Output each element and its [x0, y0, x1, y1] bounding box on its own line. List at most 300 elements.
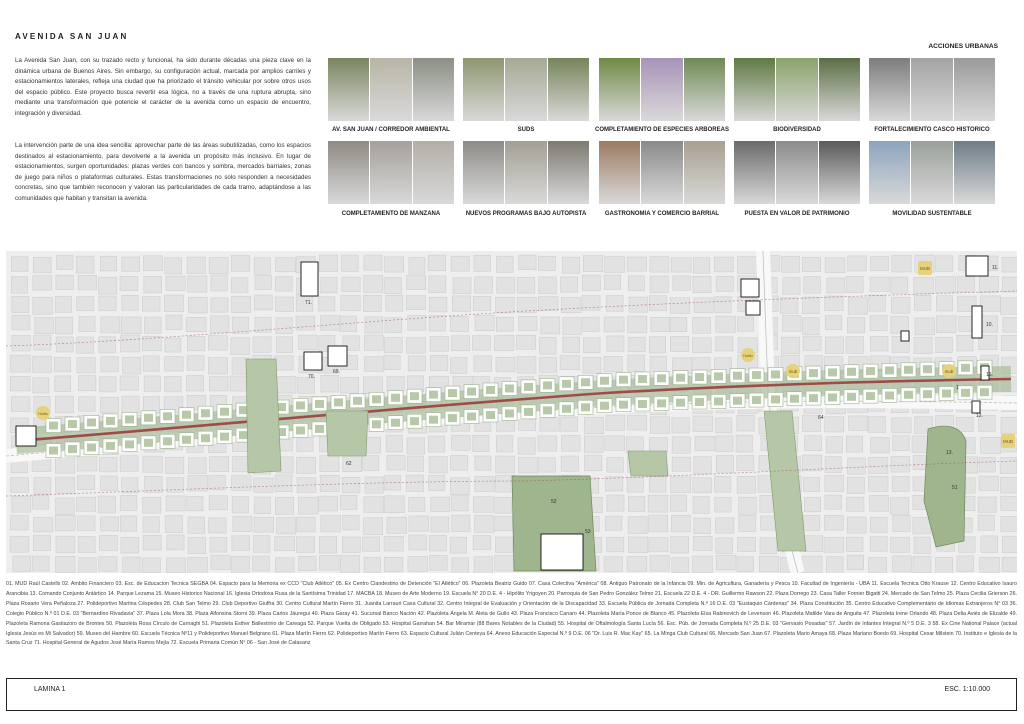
block-green-patio — [144, 414, 153, 422]
block-green-patio — [847, 368, 856, 376]
city-block — [275, 497, 293, 514]
museum-logo-top — [918, 261, 932, 275]
block-green-patio — [391, 419, 400, 427]
city-block — [870, 517, 887, 532]
city-block — [826, 437, 842, 453]
city-block — [450, 455, 467, 470]
city-block — [166, 315, 182, 330]
city-block — [409, 497, 425, 511]
city-block — [605, 477, 623, 491]
city-block — [77, 337, 94, 353]
city-block — [34, 478, 51, 494]
block-green-patio — [543, 381, 552, 389]
city-block — [716, 538, 733, 553]
city-block — [364, 276, 383, 293]
city-block — [1000, 458, 1017, 474]
city-block — [475, 456, 491, 470]
city-block — [693, 556, 713, 572]
city-block — [210, 457, 229, 472]
city-block — [387, 517, 407, 533]
city-block — [1001, 417, 1017, 434]
city-block — [341, 378, 359, 394]
city-block — [868, 457, 887, 473]
city-block — [165, 357, 183, 371]
city-block — [891, 456, 910, 472]
city-block — [518, 438, 535, 454]
city-block — [384, 277, 401, 293]
city-block — [584, 455, 602, 471]
city-block — [847, 477, 864, 493]
page-title: AVENIDA SAN JUAN — [15, 32, 129, 41]
block-green-patio — [657, 374, 666, 382]
city-block — [364, 497, 384, 513]
city-block — [672, 437, 690, 453]
city-block — [472, 336, 490, 350]
city-block — [387, 455, 405, 470]
city-block — [847, 517, 866, 533]
city-block — [562, 435, 580, 451]
city-block — [276, 376, 296, 393]
city-block — [716, 456, 733, 473]
city-block — [275, 297, 293, 312]
block-green-patio — [125, 415, 134, 423]
city-block — [101, 317, 120, 333]
city-block — [143, 535, 161, 550]
block-green-patio — [296, 401, 305, 409]
city-block — [364, 357, 384, 372]
city-block — [804, 498, 820, 512]
block-green-patio — [771, 370, 780, 378]
city-block — [121, 335, 140, 352]
city-block — [56, 275, 74, 289]
block-green-patio — [315, 400, 324, 408]
city-block — [386, 295, 403, 311]
city-block — [516, 335, 535, 349]
svg-text:mub: mub — [788, 369, 798, 374]
block-green-patio — [505, 384, 514, 392]
city-block — [981, 437, 1001, 453]
block-green-patio — [885, 391, 894, 399]
block-green-patio — [600, 377, 609, 385]
building-b — [746, 301, 760, 315]
city-block — [33, 378, 49, 393]
city-block — [629, 537, 648, 553]
city-block — [473, 497, 493, 513]
city-block — [230, 376, 248, 391]
city-block — [494, 517, 512, 531]
city-block — [321, 375, 339, 392]
city-block — [495, 555, 514, 571]
marker-label-69: 69. — [333, 369, 340, 375]
city-block — [936, 277, 956, 293]
block-green-patio — [163, 412, 172, 420]
city-block — [539, 458, 556, 472]
city-block — [187, 496, 203, 510]
city-block — [978, 497, 996, 512]
city-block — [430, 555, 448, 570]
block-green-patio — [391, 394, 400, 402]
city-block — [342, 477, 360, 493]
city-block — [166, 276, 185, 290]
landmarks-legend: 01. MUD Raúl Castells 02. Ambito Financiero 03. Esc. de Educacion Tecnica SEGBA 04. Espacio para la Memoria ex CCD "Club Atlético" 05. Ex Centro Clandestino de Detención "El Atlético" 06. Plazoleta Beatriz Guido 07. Casa Colectiva "América" 08. Antiguo Patronato de la Infancia 09. Min. de Agricultura, Ganadería y Pesca 10. Facultad de Ingeniería - UBA 11. Escuela Tecnica Otto Krause 12. Centro Educativo Isauro Arancibia 13. Comando Conjunto Antártico 14. Parque Lezama 15. Museo Historico Nacional 16. Iglesia Ortodoxa Rusa de la Santísima Trinidad 17. MACBA 18. Museo de Arte Moderno 19. Escuela N° 20 D.E. 4 - Hipólito Yrigoyen 20. Parroquia de San Pedro González Telmo 21. Escuela 22 D.E. 4 - DR. Guillermo Rawson 22. Plaza Dorrego 23. Casa Taller Fornier Bigatti 24. Mercado de San Telmo 25. Plaza Cecilia Grierson 26. Plaza Rosario Vera Peñaloza 27. Polideportivo Martina Céspedes 28. Club San Telmo 29. Club Deportivo Giuffra 30. Centro Cultural Martín Fierro 31. Juanita Larrauri Casa Cultural 32. Centro Integral de Evaluación y Orientación de la Discapacidad 33. Escuela Pública de Jornada Completa N.º 16 D.E. 03 "Eustaquio Cárdenas" 34. Plaza Constitución 35. Centro Educativo Complementario de Idiomas Extranjeros N° 03 36. Colegio Público N.º 01 D.E. 03 "Bernardino Rivadavia" 37. Plaza Lola Mora 38. Plaza Alfonsina Storni 39. Plaza Carlos Jáuregui 40. Plaza Garay 41. Sucursal Banco Nación 42. Plazoleta Ángela M. Aleta de Gullo 43. Plaza Francisco Canaro 44. Plazoleta María Ponce de Blanco 45. Plazoleta Elsa Rabinovich de Levenson 46. Plazoleta Matilde Vara de Anguita 47. Plazoleta Irene Orlando 48. Plaza Delia Aviés de Elizalde 49. Plazoleta Ramona Gastiazoro de Brontes 50. Plazoleta Rosa Círculo de Carnaghi 51. Plazoleta Esther Ballestrino de Careaga 52. Parque Vuelta de Obligado 53. Hospital Garrahan 54. Bar Miramar (88 Bares Notables de la Ciudad) 55. Hospital de Oftalmología Santa Lucía 56. Esc. Púb. de Jornada Completa N.º 25 D.E. 03 "Gervasio Posadas" 57. Jardín de Infantes Integral N.º 5 D.E. 3 58. Ex Cine National Palace (actual Iglesia Jesús es Mi Salvador) 59. Museo del Hambre 60. Escuela Técnica Nº11 y Polideportivo Manuel Belgrano 61. Plaza Martín Fierro 62. Polideportivo Martín Fierro 63. Espacio Cultural Julián Centeya 64. Anexo Educación Especial N.º 9 D.E. 06 "Dr. Luis R. Mac Kay" 65. La Minga Club Cultural 66. Mercado San Juan 67. Plazoleta Mario Amaya 68. Plaza Mariano Boedo 69. Hospital Cesar Milstein 70. Instituto e Iglesia de la Santa Cruz 71. Hospital General de Agudos José María Ramos Mejía 72. Escuela Primaria Común N° 06 - San José de Calasanz — [6, 581, 1017, 647]
city-block — [253, 337, 271, 352]
city-block — [604, 356, 622, 371]
city-block — [739, 515, 756, 531]
city-block — [76, 497, 95, 511]
city-block — [826, 557, 843, 573]
city-block — [936, 557, 953, 573]
city-block — [429, 276, 446, 293]
city-block — [827, 278, 845, 293]
city-block — [452, 495, 469, 511]
city-block — [187, 257, 205, 273]
city-block — [868, 417, 885, 433]
city-block — [209, 377, 228, 391]
city-block — [78, 275, 97, 290]
city-block — [670, 336, 688, 351]
block-green-patio — [961, 389, 970, 397]
city-block — [605, 257, 625, 273]
city-block — [165, 258, 182, 274]
building-69 — [328, 346, 347, 366]
block-green-patio — [182, 436, 191, 444]
city-block — [10, 536, 29, 552]
block-green-patio — [524, 408, 533, 416]
city-block — [869, 295, 885, 311]
city-block — [783, 278, 800, 294]
city-block — [649, 477, 666, 493]
block-green-patio — [562, 405, 571, 413]
city-block — [891, 538, 910, 553]
city-block — [431, 497, 450, 512]
city-block — [428, 255, 445, 271]
city-block — [166, 457, 184, 473]
city-block — [604, 317, 624, 332]
block-green-patio — [125, 440, 134, 448]
city-block — [716, 436, 734, 451]
block-green-patio — [619, 401, 628, 409]
city-block — [979, 276, 998, 292]
city-block — [33, 258, 51, 273]
city-block — [77, 476, 95, 490]
city-block — [848, 458, 866, 474]
city-block — [386, 435, 402, 452]
city-block — [693, 478, 712, 493]
city-block — [583, 256, 602, 272]
site-plan-map — [6, 251, 1017, 573]
city-block — [519, 458, 538, 473]
city-block — [297, 457, 316, 473]
city-block — [981, 296, 1001, 312]
city-block — [318, 297, 334, 311]
building-10 — [972, 306, 982, 338]
city-block — [538, 297, 558, 311]
city-block — [737, 456, 754, 471]
action-photo — [734, 58, 860, 121]
block-green-patio — [619, 376, 628, 384]
city-block — [77, 358, 95, 373]
action-caption: AV. SAN JUAN / CORREDOR AMBIENTAL — [332, 127, 450, 133]
block-green-patio — [866, 367, 875, 375]
city-block — [979, 457, 995, 472]
city-block — [846, 337, 863, 354]
city-block — [957, 556, 974, 572]
city-block — [871, 438, 890, 453]
city-block — [188, 276, 207, 292]
city-block — [694, 536, 713, 550]
city-block — [892, 476, 909, 491]
city-block — [452, 435, 471, 450]
block-green-patio — [372, 420, 381, 428]
city-block — [802, 556, 822, 572]
city-block — [692, 358, 710, 372]
city-block — [409, 535, 427, 550]
city-block — [1001, 477, 1017, 493]
action-photo — [869, 141, 995, 204]
block-green-patio — [733, 372, 742, 380]
city-block — [671, 515, 690, 532]
block-green-patio — [486, 411, 495, 419]
city-block — [409, 258, 425, 275]
action-caption: GASTRONOMIA Y COMERCIO BARRIAL — [604, 211, 720, 217]
city-block — [450, 358, 466, 374]
city-block — [321, 516, 341, 532]
city-block — [121, 537, 139, 553]
city-block — [496, 317, 513, 331]
city-block — [56, 337, 73, 352]
city-block — [362, 456, 378, 471]
city-block — [187, 356, 204, 370]
city-block — [847, 497, 864, 511]
block-green-patio — [543, 406, 552, 414]
city-block — [628, 415, 647, 430]
city-block — [650, 555, 669, 571]
city-block — [364, 335, 383, 350]
city-block — [825, 495, 842, 509]
city-block — [562, 257, 580, 273]
city-block — [651, 317, 669, 331]
city-block — [429, 316, 445, 331]
city-block — [319, 255, 337, 271]
city-block — [538, 436, 557, 451]
city-block — [473, 296, 491, 310]
block-green-patio — [87, 418, 96, 426]
block-green-patio — [676, 399, 685, 407]
city-block — [142, 558, 160, 573]
city-block — [341, 255, 358, 271]
city-block — [673, 276, 691, 290]
city-block — [870, 495, 889, 511]
city-block — [519, 255, 536, 270]
city-block — [452, 515, 470, 531]
city-block — [55, 477, 74, 494]
block-green-patio — [733, 397, 742, 405]
city-block — [671, 258, 691, 272]
city-block — [694, 298, 713, 313]
city-block — [363, 377, 382, 394]
city-block — [232, 497, 248, 513]
city-block — [715, 518, 733, 533]
block-green-patio — [581, 378, 590, 386]
city-block — [12, 315, 30, 330]
city-block — [320, 475, 339, 491]
marker-label-12: 12. — [976, 413, 983, 419]
action-photo — [599, 141, 725, 204]
block-green-patio — [220, 408, 229, 416]
intro-paragraph-2: La intervención parte de una idea sencilla: aprovechar parte de las áreas subutilizadas, como los espacios destinados al estacionamiento, para devolverle a la avenida un propósito más inclusivo. En lugar de estacionamientos, surgen oportunidades: plazas verdes con bancos y sombra, mercados barriales, zonas de juego para niños o plataformas culturales. Estas transformaciones no solo responden a necesidades concretas, sino que también reconocen y valoran las particularidades de cada tramo, adaptándose a las comunidades que habitan y transitan la avenida. — [15, 142, 311, 202]
building-71 — [301, 262, 318, 296]
block-green-patio — [771, 395, 780, 403]
block-green-patio — [372, 395, 381, 403]
city-block — [56, 556, 76, 572]
city-block — [912, 436, 929, 453]
city-block — [100, 256, 116, 271]
city-block — [167, 478, 184, 493]
city-block — [100, 377, 116, 392]
city-block — [893, 515, 910, 531]
city-block — [231, 255, 249, 271]
city-block — [232, 476, 251, 491]
action-photo — [328, 58, 454, 121]
action-photo — [869, 58, 995, 121]
block-green-patio — [828, 368, 837, 376]
block-green-patio — [334, 398, 343, 406]
city-block — [122, 295, 138, 310]
block-green-patio — [695, 398, 704, 406]
city-block — [208, 358, 227, 374]
city-block — [628, 497, 645, 512]
city-block — [1001, 516, 1017, 531]
block-green-patio — [410, 417, 419, 425]
city-block — [671, 477, 691, 493]
city-block — [320, 555, 340, 570]
city-block — [649, 538, 668, 552]
city-block — [11, 277, 27, 294]
city-block — [385, 496, 405, 513]
city-block — [276, 258, 296, 272]
city-block — [936, 256, 953, 272]
city-block — [209, 496, 227, 510]
city-block — [716, 555, 736, 570]
city-block — [430, 355, 447, 370]
block-green-patio — [353, 397, 362, 405]
block-green-patio — [201, 434, 210, 442]
city-block — [693, 276, 711, 292]
city-block — [408, 557, 428, 572]
city-block — [891, 297, 910, 313]
block-green-patio — [182, 411, 191, 419]
city-block — [1002, 557, 1017, 571]
block-green-patio — [505, 409, 514, 417]
city-block — [99, 557, 117, 572]
city-block — [77, 297, 94, 311]
city-block — [208, 336, 227, 350]
intro-paragraph-1: La Avenida San Juan, con su trazado recto y funcional, ha sido durante décadas una pieza clave en la dinámica urbana de Buenos Aires. Sin embargo, su configuración actual, marcada por amplios carriles y estacionamientos laterales, refleja una ciudad que ha priorizado el tránsito vehicular por sobre otros usos del espacio público. Este proyecto busca revertir esa lógica, no a través de una ruptura abrupta, sino mediante una transformación que potencie el carácter de la avenida como un espacio de encuentro, integración y diversidad. — [15, 57, 311, 117]
city-block — [736, 435, 752, 452]
city-block — [255, 276, 271, 290]
block-green-patio — [68, 445, 77, 453]
action-photo — [463, 58, 589, 121]
city-block — [936, 296, 952, 311]
city-block — [871, 257, 889, 271]
city-block — [649, 337, 665, 353]
city-block — [120, 276, 138, 290]
action-caption: PUESTA EN VALOR DE PATRIMONIO — [744, 211, 850, 217]
city-block — [384, 536, 403, 551]
city-block — [12, 296, 29, 312]
city-block — [33, 356, 52, 372]
city-block — [540, 337, 557, 354]
city-block — [365, 477, 383, 493]
city-block — [582, 296, 600, 311]
city-block — [915, 318, 935, 335]
city-block — [914, 295, 931, 310]
marker-label-11: 11. — [992, 265, 999, 271]
block-green-patio — [467, 388, 476, 396]
city-block — [296, 316, 315, 330]
action-photo — [463, 141, 589, 204]
city-block — [561, 456, 578, 471]
city-block — [475, 277, 493, 293]
action-photo — [734, 141, 860, 204]
city-block — [275, 475, 292, 492]
city-block — [737, 415, 754, 431]
city-block — [1001, 496, 1017, 510]
city-block — [384, 257, 403, 272]
city-block — [431, 517, 449, 532]
block-green-patio — [904, 391, 913, 399]
city-block — [430, 337, 448, 352]
city-block — [55, 515, 75, 531]
city-block — [783, 316, 801, 332]
city-block — [100, 397, 118, 413]
city-block — [978, 515, 994, 530]
city-block — [143, 497, 161, 513]
city-block — [475, 315, 494, 331]
city-block — [914, 537, 930, 553]
city-block — [452, 296, 470, 311]
block-green-patio — [847, 393, 856, 401]
block-green-patio — [87, 443, 96, 451]
city-block — [563, 337, 580, 352]
city-block — [607, 336, 624, 351]
city-block — [144, 317, 161, 333]
city-block — [825, 417, 844, 432]
city-block — [957, 335, 973, 351]
block-green-patio — [828, 393, 837, 401]
city-block — [55, 376, 71, 392]
city-block — [428, 436, 445, 452]
city-block — [429, 297, 447, 312]
city-block — [825, 337, 843, 353]
city-block — [890, 498, 909, 515]
city-block — [716, 337, 733, 351]
building-53 — [541, 534, 583, 570]
city-block — [122, 396, 139, 413]
city-block — [1001, 298, 1017, 314]
city-block — [35, 318, 54, 334]
city-block — [672, 418, 689, 433]
city-block — [55, 396, 73, 413]
city-block — [451, 256, 469, 271]
action-photo — [328, 141, 454, 204]
city-block — [561, 277, 578, 292]
block-green-patio — [980, 388, 989, 396]
city-block — [450, 537, 466, 553]
city-block — [188, 557, 208, 573]
svg-text:MUB: MUB — [1003, 439, 1013, 444]
city-block — [164, 295, 183, 312]
